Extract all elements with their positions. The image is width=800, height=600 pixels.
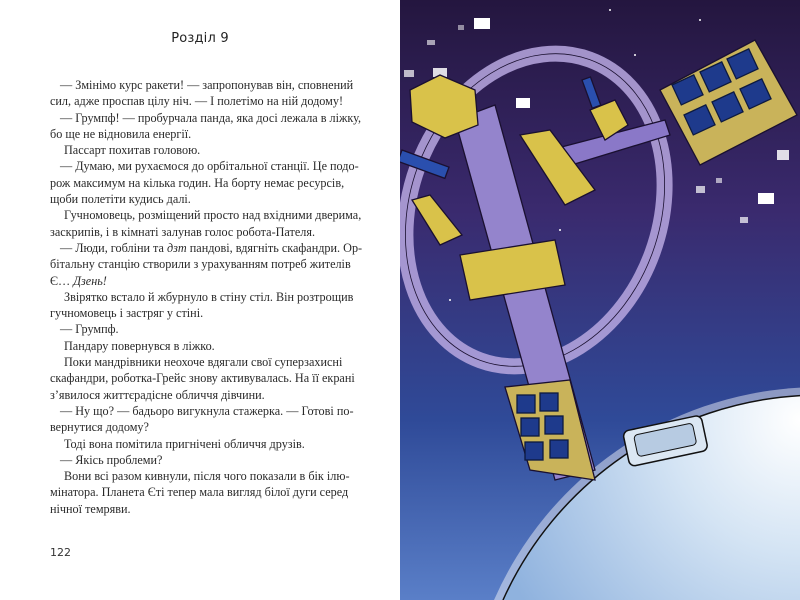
page-number: 122 (50, 546, 71, 559)
text-line: — Грумпф. (60, 322, 119, 337)
text-line: Пассарт похитав головою. (64, 143, 201, 158)
text-line: щоби полетіти кудись далі. (50, 192, 191, 207)
text-line: вернутися додому? (50, 420, 149, 435)
text-segment: Ор- (343, 240, 363, 255)
text-line (50, 240, 363, 256)
italic-word: Дзень! (73, 273, 107, 288)
italic-word: дзт (166, 240, 187, 255)
text-segment: — Люди, гобліни та (60, 240, 167, 255)
text-line: Гучномовець, розміщений просто над вхідними дверима, (64, 208, 362, 223)
text-line: — Думаю, ми рухаємося до орбітальної станції. Це подо- (60, 159, 359, 174)
text-line: бо ще не відновила енергії. (50, 126, 192, 141)
text-line: з’явилося життєрадісне обличчя дівчини. (50, 387, 265, 402)
text-line: Звірятко встало й жбурнуло в стіну стіл. Він розтрощив (64, 289, 354, 304)
space-station-illustration (400, 0, 800, 600)
text-line: — Змінімо курс ракети! — запропонував він, сповнений (60, 78, 354, 92)
illustration-page (400, 0, 800, 600)
text-line: мінатора. Планета Єті тепер мала вигляд білої дуги серед (50, 485, 349, 500)
text-line: бітальну станцію створили з урахуванням потреб жителів (50, 257, 351, 272)
text-line: Поки мандрівники неохоче вдягали свої суперзахисні (64, 355, 343, 370)
text-line: Вони всі разом кивнули, після чого показали в бік ілю- (64, 469, 350, 484)
text-line: сил, адже проспав цілу ніч. — І полетімо на ній додому! (50, 94, 344, 109)
text-line: гучномовець і застряг у стіні. (50, 306, 204, 321)
text-segment: пандові, вдягніть скафандри. (186, 240, 344, 255)
text-line: рож максимум на кілька годин. На борту немає ресурсів, (50, 175, 345, 190)
text-line: — Грумпф! — пробурчала панда, яка досі лежала в ліжку, (60, 110, 362, 125)
text-line: нічної темряви. (50, 501, 131, 516)
chapter-title: Розділ 9 (171, 31, 229, 46)
text-line: скафандри, роботка-Грейс знову активувалась. На її екрані (50, 371, 355, 386)
text-line (50, 273, 334, 289)
text-line: — Ну що? — бадьоро вигукнула стажерка. — Готові по- (60, 403, 354, 418)
body-text (50, 77, 363, 517)
text-segment: Є… (50, 273, 74, 288)
text-line: — Якісь проблеми? (60, 452, 163, 467)
text-line: Пандару повернувся в ліжко. (64, 338, 215, 353)
text-line: Тоді вона помітила пригнічені обличчя друзів. (64, 436, 305, 451)
text-line: заскрипів, і в кімнаті залунав голос робота-Пателя. (50, 224, 315, 239)
